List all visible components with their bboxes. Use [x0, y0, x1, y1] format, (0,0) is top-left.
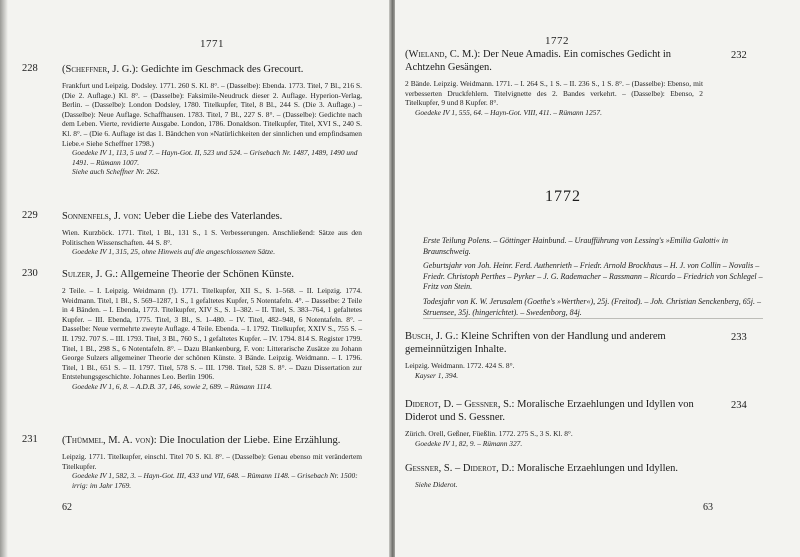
entry-number: 233: [731, 332, 747, 343]
entry-body: Wien. Kurzböck. 1771. Titel, 1 Bl., 131 S., 1 S. Verbesserungen. Anschließend: Sätze aus den Politischen Wissenschaften. 44 S. 8°.: [62, 228, 362, 247]
entry-228: [62, 63, 362, 177]
intro-births: Geburtsjahr von Joh. Heinr. Ferd. Authenrieth – Friedr. Arnold Brockhaus – H. J. von Collin – Novalis – Friedr. Christoph Perthes – Pyrker – J. G. Rademacher – Rassmann – Ricardo – Friedrich von Schlegel – Fritz von Stein.: [423, 261, 763, 292]
entry-author: Diderot, D. – Gessner, S.:: [405, 399, 515, 410]
entry-reference: Goedeke IV 1, 113, 5 und 7. – Hayn-Got. II, 523 und 524. – Grisebach Nr. 1487, 1489, 1490 und 1491. – Rümann 1007.: [72, 148, 358, 167]
entry-number: 230: [22, 268, 38, 279]
intro-events: Erste Teilung Polens. – Göttinger Hainbund. – Uraufführung von Lessing's »Emilia Galotti« in Braunschweig.: [423, 236, 728, 256]
entry-body: Leipzig. 1771. Titelkupfer, einschl. Titel 70 S. Kl. 8°. – (Dasselbe): Genau ebenso mit verändertem Titelkupfer.: [62, 452, 362, 471]
entry-title: Moralische Erzaehlungen und Idyllen von Diderot und S. Gessner.: [405, 399, 694, 423]
entry-233: [405, 330, 703, 380]
entry-heading: [405, 48, 703, 74]
entry-reference: Goedeke IV 1, 315, 25, ohne Hinweis auf die angeschlossenen Sätze.: [72, 247, 276, 257]
entry-title: Moralische Erzaehlungen und Idyllen.: [517, 463, 679, 474]
entry-body: Frankfurt und Leipzig. Dodsley. 1771. 260 S. Kl. 8°. – (Dasselbe): Ebenda. 1773. Titel, 7 Bl., 216 S. (Die 2. Auflage.) Kl. 8°. – (Dasselbe): Faksimile-Neudruck dieser 2. Auflage. Hyperion-Verlag, Berlin. – (Dasselbe): London Dodsley, 1780. Titelkupfer, Titel, 8 Bl., 244 S. (Die 3. Auflage.) – (Dasselbe): Neue Auflage. Schaffhausen. 1783. Titel, 7 Bl., 227 S. 8°. – (Dasselbe): Gedichte nach dem Leben. Vierte, revidierte Ausgabe. London, 1786. Donaldson. Titelkupfer, Titel, XVI S., 240 S. Kl. 8°. – (Die 6. Auflage ist das 1. Bändchen von »Natürlichkeiten der sinnlichen und empfindsamen Liebe.« Siehe Scheffner 1798.): [62, 81, 362, 148]
page-number-left: 62: [62, 502, 72, 513]
entry-number: 231: [22, 434, 38, 445]
entry-author: (Scheffner, J. G.):: [62, 64, 139, 75]
entry-heading: [405, 330, 703, 356]
entry-reference: Siehe Diderot.: [415, 480, 458, 489]
entry-author: (Thümmel, M. A. von):: [62, 435, 157, 446]
intro-deaths: Todesjahr von K. W. Jerusalem (Goethe's »Werther«), 25j. (Freitod). – Joh. Christian Senckenberg, 65j. – Struensee, 35j. (hingerichtet). – Swedenborg, 84j.: [423, 296, 761, 317]
entry-231: [62, 434, 362, 490]
entry-title: Die Inoculation der Liebe. Eine Erzählung.: [159, 435, 341, 446]
entry-body: 2 Teile. – I. Leipzig. Weidmann (!). 1771. Titelkupfer, XII S., S. 1–568. – II. Leipzig. 1774. Weidmann. Titel, 1 Bl., S. 569–1287, 1 S., 1 gefaltetes Kupfer, 5 Notentafeln. 4°. – Dasselbe: 2 Teile in 4 Bänden. – I. Ebenda, 1773. Titelkupfer, XIV S., S. 1–382. – II. Titel, S. 383–764, 1 gefaltetes Kupfer. – III. Ebenda, 1775. Titel, 3 Bl., S. 1–480. – IV. Titel, 482–948, 6 Notentafeln. 8°. – Dasselbe: Neue vermehrte zweyte Auflage. 4 Teile. Ebenda. – I. 1792. Titelkupfer, XXIV S., 755 S. – II. 1792. 707 S. – III. 1793. Titel, 3 Bl., 760 S., 1 gefaltetes Kupfer. – IV. 1794. 814 S. Register 1799. Titel, 1 Bl., 298 S., 6 Notentafeln. 8°. – Dazu Blankenburg, F. von: Litterarische Zusätze zu Johann George Sulzers allgemeiner Theorie der schönen Künste. 3 Bände. Leipzig. Weidmann. – I. 1796. Titel, 1 Bl., 651 S. – II. 1797. Titel, 578 S. – III. 1798. Titel, 528 S. 8°. – Dazu Dissertation zur Entstehungsgeschichte. Johannes Leo. Berlin 1906.: [62, 286, 363, 382]
entry-title: Ueber die Liebe des Vaterlandes.: [143, 211, 283, 222]
page-number-right: 63: [703, 502, 713, 513]
entry-reference: Siehe auch Scheffner Nr. 262.: [72, 167, 160, 177]
entry-229: [62, 210, 362, 257]
entry-author: Busch, J. G.:: [405, 331, 459, 342]
entry-title: Gedichte im Geschmack des Grecourt.: [140, 64, 304, 75]
entry-number: 228: [22, 63, 38, 74]
entry-body: 2 Bände. Leipzig. Weidmann. 1771. – I. 264 S., 1 S. – II. 236 S., 1 S. 8°. – (Dasselbe): Ebenso, mit verbesserten Druckfehlern. Titelvignette des 2. Bandes verkehrt. – (Dasselbe): Ebenso, 2 Titelkupfer, 9 und 8 Kupfer. 8°.: [405, 79, 703, 108]
entry-reference: Goedeke IV 1, 582, 3. – Hayn-Got. III, 433 und VII, 648. – Rümann 1148. – Grisebach Nr. 1500: irrig: im Jahr 1769.: [72, 471, 358, 490]
entry-title: Allgemeine Theorie der Schönen Künste.: [120, 269, 295, 280]
entry-232: [405, 48, 703, 117]
entry-body: Leipzig. Weidmann. 1772. 424 S. 8°.: [405, 361, 515, 370]
entry-number: 234: [731, 400, 747, 411]
entry-gessner-crossref: [405, 462, 703, 490]
entry-body: Zürich. Orell, Geßner, Füeßlin. 1772. 275 S., 3 S. Kl. 8°.: [405, 429, 573, 438]
entry-heading: [405, 398, 703, 424]
entry-reference: Goedeke IV 1, 6, 8. – A.D.B. 37, 146, sowie 2, 689. – Rümann 1114.: [72, 381, 272, 391]
running-head-left: 1771: [200, 38, 224, 50]
page-edge-shadow: [0, 0, 8, 557]
entry-reference: Goedeke IV 1, 555, 64. – Hayn-Got. VIII, 411. – Rümann 1257.: [415, 107, 602, 117]
entry-author: (Wieland, C. M.):: [405, 49, 481, 60]
section-divider: [423, 318, 763, 319]
entry-heading: [62, 210, 362, 223]
entry-234: [405, 398, 703, 448]
entry-title: Kleine Schriften von der Handlung und anderem gemeinnützigen Inhalte.: [405, 331, 666, 355]
entry-author: Sonnenfels, J. von:: [62, 211, 142, 222]
left-page: [0, 0, 392, 557]
entry-author: Gessner, S. – Diderot, D.:: [405, 463, 515, 474]
entry-heading: [62, 63, 362, 76]
entry-number: 229: [22, 210, 38, 221]
entry-reference: Kayser 1, 394.: [415, 370, 459, 380]
entry-reference: Goedeke IV 1, 82, 9. – Rümann 327.: [415, 438, 523, 448]
entry-author: Sulzer, J. G.:: [62, 269, 119, 280]
entry-heading: [405, 462, 703, 475]
entry-heading: [62, 268, 362, 281]
year-intro: [423, 236, 763, 322]
entry-heading: [62, 434, 362, 447]
right-page: [395, 0, 800, 557]
entry-number: 232: [731, 50, 747, 61]
entry-230: [62, 268, 362, 392]
entry-title: Der Neue Amadis. Ein comisches Gedicht in Achtzehn Gesängen.: [405, 49, 672, 73]
running-head-right: 1772: [545, 35, 569, 47]
year-heading: 1772: [545, 188, 581, 205]
